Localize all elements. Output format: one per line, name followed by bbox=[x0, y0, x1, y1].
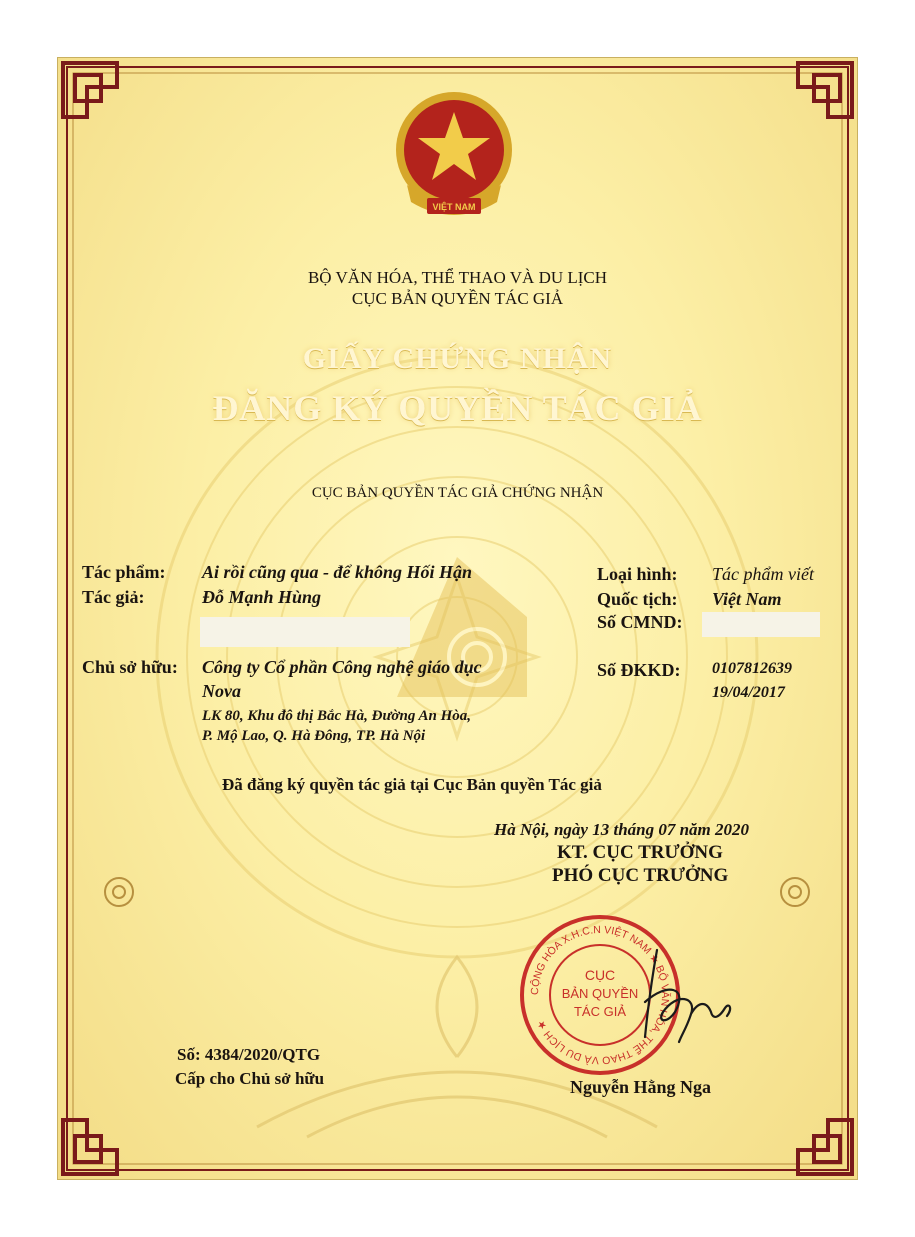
redacted-block bbox=[200, 617, 410, 647]
seal-center-line-2: BẢN QUYỀN bbox=[561, 986, 639, 1001]
business-number: 0107812639 bbox=[712, 660, 792, 677]
date-line: Hà Nội, ngày 13 tháng 07 năm 2020 bbox=[494, 820, 750, 839]
author-value: Đỗ Mạnh Hùng bbox=[202, 587, 322, 607]
department-name: CỤC BẢN QUYỀN TÁC GIẢ bbox=[351, 289, 564, 308]
owner-line-1: Công ty Cổ phần Công nghệ giáo dục bbox=[202, 657, 482, 677]
seal-center-line-1: CỤC bbox=[584, 967, 616, 983]
certifies-statement: CỤC BẢN QUYỀN TÁC GIẢ CHỨNG NHẬN bbox=[311, 485, 604, 501]
address-line-2: P. Mộ Lao, Q. Hà Đông, TP. Hà Nội bbox=[202, 728, 426, 744]
signing-title-1: KT. CỤC TRƯỞNG bbox=[557, 842, 723, 863]
nationality-label: Quốc tịch: bbox=[597, 589, 678, 609]
owner-label: Chủ sở hữu: bbox=[82, 657, 178, 677]
signer-name: Nguyễn Hằng Nga bbox=[570, 1077, 712, 1097]
business-label: Số ĐKKD: bbox=[597, 660, 681, 680]
signature-icon bbox=[627, 942, 747, 1052]
owner-line-2: Nova bbox=[202, 681, 241, 701]
work-label: Tác phẩm: bbox=[82, 562, 166, 582]
issued-to: Cấp cho Chủ sở hữu bbox=[175, 1069, 325, 1088]
certificate-page bbox=[57, 57, 858, 1180]
signing-title-2: PHÓ CỤC TRƯỞNG bbox=[552, 865, 729, 886]
author-label: Tác giả: bbox=[82, 587, 145, 607]
title-line-2: ĐĂNG KÝ QUYỀN TÁC GIẢ bbox=[212, 388, 703, 428]
ministry-name: BỘ VĂN HÓA, THỂ THAO VÀ DU LỊCH bbox=[307, 268, 608, 287]
seal-ring-text: CỘNG HÒA X.H.C.N VIỆT NAM ★ BỘ VĂN HÓA, THỂ THAO VÀ DU LỊCH ★ bbox=[528, 923, 672, 1067]
seal-center-line-3: TÁC GIẢ bbox=[573, 1004, 627, 1019]
state-emblem-icon bbox=[379, 90, 529, 230]
redacted-id bbox=[702, 612, 820, 637]
emblem-ribbon-text: VIỆT NAM bbox=[432, 202, 476, 212]
nationality-value: Việt Nam bbox=[712, 589, 782, 609]
title-line-1: GIẤY CHỨNG NHẬN bbox=[302, 342, 613, 375]
certificate-number: Số: 4384/2020/QTG bbox=[177, 1045, 321, 1064]
id-label: Số CMND: bbox=[597, 612, 683, 632]
work-value: Ai rồi cũng qua - để không Hối Hận bbox=[202, 562, 473, 582]
business-date: 19/04/2017 bbox=[712, 684, 785, 701]
type-value: Tác phẩm viết bbox=[712, 564, 814, 584]
address-line-1: LK 80, Khu đô thị Bắc Hà, Đường An Hòa, bbox=[202, 708, 472, 724]
type-label: Loại hình: bbox=[597, 564, 678, 584]
registered-statement: Đã đăng ký quyền tác giả tại Cục Bản quyền Tác giả bbox=[222, 775, 602, 794]
